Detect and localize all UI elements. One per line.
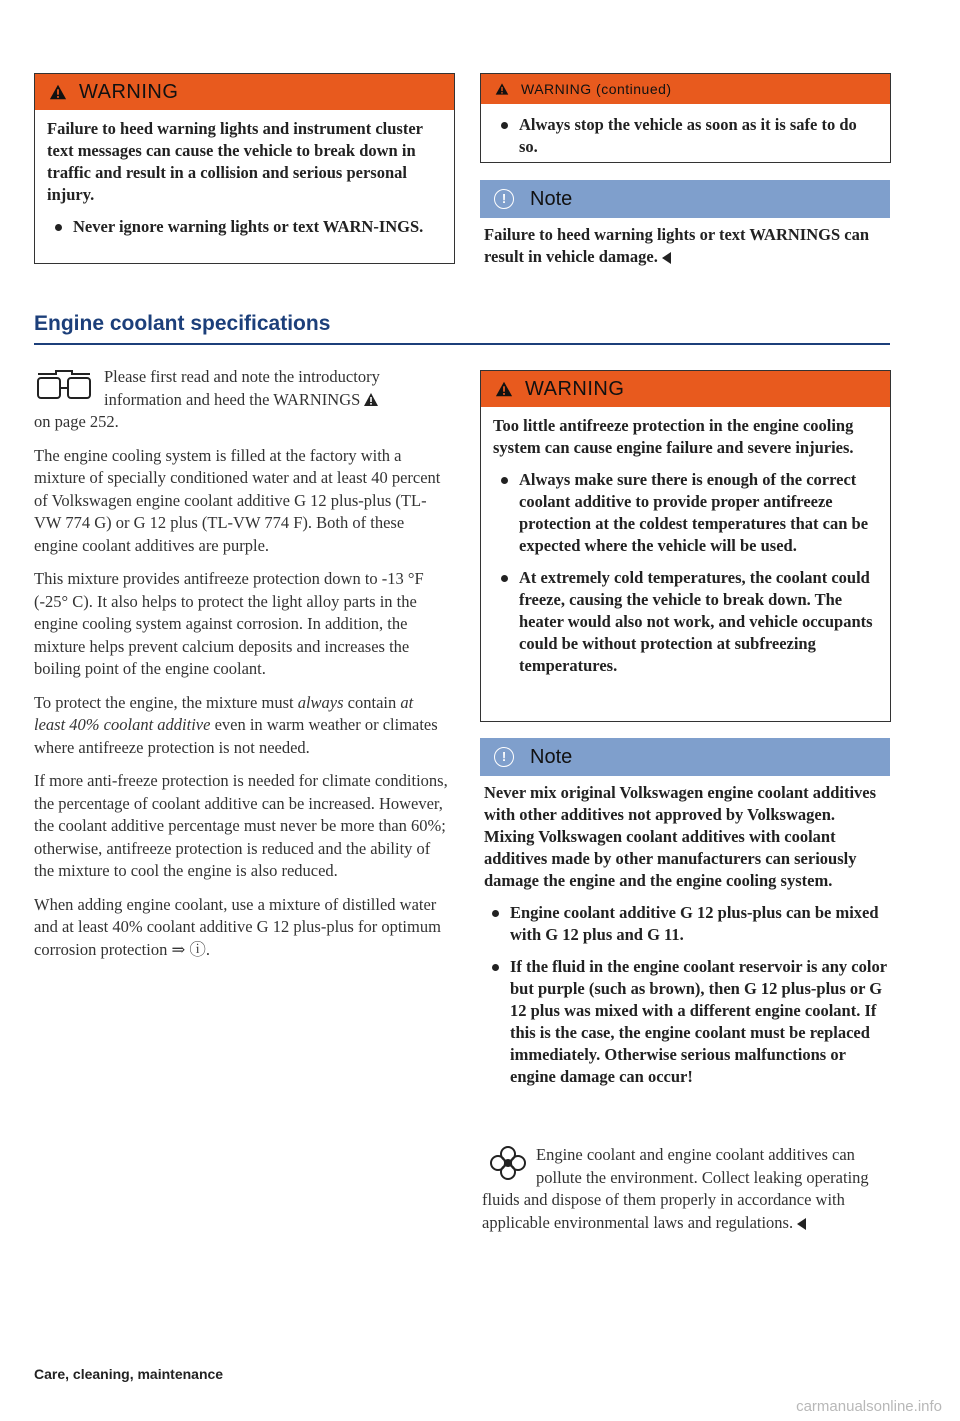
p3-part-b: contain — [347, 692, 397, 712]
warning-continued-body — [481, 104, 890, 176]
book-icon — [34, 368, 94, 402]
warning-triangle-icon — [495, 82, 509, 96]
paragraph-4: If more anti-freeze protection is needed for climate conditions, the percentage of coolant additive can be increased. However, the coolant additive percentage must never be more than 60%; otherwise, antifreeze protection is reduced and the ability of the mixture to cool the engine is also reduced. — [34, 771, 448, 880]
warning-continued-header — [481, 74, 890, 104]
note-bullet: If the fluid in the engine coolant reservoir is any color but purple (such as brown), then G 12 plus-plus or G 12 plus was mixed with a different engine coolant. If this is the case, the engine coolant must be replaced immediately. Otherwise serious malfunctions or engine damage can occur! — [484, 956, 888, 1088]
note-1-body: Failure to heed warning lights or text WARNINGS can result in vehicle damage. — [484, 225, 870, 266]
p3-part-c: even in warm weather or climates where antifreeze protection is not needed. — [34, 715, 438, 757]
section-rule — [34, 343, 890, 345]
section-title: Engine coolant specifications — [34, 312, 331, 335]
environment-text: Engine coolant and engine coolant additives can pollute the environment. Collect leaking operating fluids and dispose of them properly in accordance with applicable environmental laws and regulations. — [482, 1145, 869, 1232]
info-icon: ! — [494, 747, 514, 767]
paragraph-1: The engine cooling system is filled at the factory with a mixture of specially conditioned water and at least 40 percent of Volkswagen engine coolant additive G 12 plus-plus (TL-VW 774 G) or G 12 plus (TL-VW 774 F). Both of these engine coolant additives are purple. — [34, 445, 441, 555]
paragraph-2: This mixture provides antifreeze protection down to -13 °F (-25° C). It also helps to protect the light alloy parts in the engine cooling system against corrosion. In addition, the mixture helps prevent calcium deposits and increases the boiling point of the engine coolant. — [34, 569, 424, 678]
note-title: Note — [530, 745, 573, 768]
note-text-1 — [484, 224, 890, 278]
page-footer: Care, cleaning, maintenance — [34, 1366, 224, 1382]
note-header-1 — [480, 180, 890, 218]
warning-header — [35, 74, 454, 110]
intro-page-ref: on page 252. — [34, 412, 119, 431]
warning-bullet: Never ignore warning lights or text WARN-INGS. — [47, 216, 442, 238]
warning-bullet: At extremely cold temperatures, the coolant could freeze, causing the vehicle to break down. The heater would also not work, and vehicle occupants could be without protection at subfreezing temperatures. — [493, 567, 878, 677]
warning-triangle-icon — [495, 380, 513, 398]
warning-box-1 — [34, 73, 455, 264]
warning-bullet: Always stop the vehicle as soon as it is safe to do so. — [493, 114, 878, 158]
note-header-2 — [480, 738, 890, 776]
warning-continued-title: WARNING (continued) — [521, 81, 672, 97]
note-title: Note — [530, 187, 573, 210]
p3-emphasis-1: always — [297, 692, 344, 712]
left-body — [34, 366, 448, 972]
warning-title: WARNING — [79, 80, 179, 103]
warning-triangle-icon — [364, 393, 378, 406]
info-icon: ! — [494, 189, 514, 209]
warning-box-2 — [480, 370, 891, 722]
warning-text: Failure to heed warning lights and instrument cluster text messages can cause the vehicle to break down in traffic and result in a collision and serious personal injury. — [47, 119, 423, 204]
end-marker-icon — [797, 1218, 806, 1230]
warning-body — [35, 110, 454, 256]
warning-body — [481, 407, 890, 695]
warning-header — [481, 371, 890, 407]
paragraph-3 — [34, 692, 448, 760]
intro-paragraph — [34, 366, 448, 434]
warning-text: Too little antifreeze protection in the engine cooling system can cause engine failure and severe injuries. — [493, 416, 854, 457]
warning-title: WARNING — [525, 377, 625, 400]
end-marker-icon — [662, 252, 671, 264]
warning-bullet: Always make sure there is enough of the correct coolant additive to provide proper antifreeze protection at the coldest temperatures that can be expected where the vehicle will be used. — [493, 469, 878, 557]
warning-triangle-icon — [49, 83, 67, 101]
watermark: carmanualsonline.info — [796, 1398, 942, 1415]
warning-continued-box — [480, 73, 891, 163]
note-text-2 — [484, 782, 888, 1098]
note-bullet: Engine coolant additive G 12 plus-plus can be mixed with G 12 plus and G 11. — [484, 902, 888, 946]
environment-note — [482, 1144, 888, 1245]
p3-emphasis-2: at least 40% coolant additive — [34, 692, 414, 734]
intro-text: Please first read and note the introductory information and heed the WARNINGS — [104, 367, 380, 409]
note-2-body: Never mix original Volkswagen engine coolant additives with other additives not approved by Volkswagen. Mixing Volkswagen coolant additives with coolant additives made by other manufacturers can seriously damage the engine and the engine cooling system. — [484, 783, 877, 890]
environment-flower-icon — [490, 1146, 526, 1180]
paragraph-5: When adding engine coolant, use a mixture of distilled water and at least 40% coolant additive G 12 plus-plus for optimum corrosion protection ⇒ ⓘ. — [34, 894, 441, 959]
p3-part-a: To protect the engine, the mixture must — [34, 692, 294, 712]
